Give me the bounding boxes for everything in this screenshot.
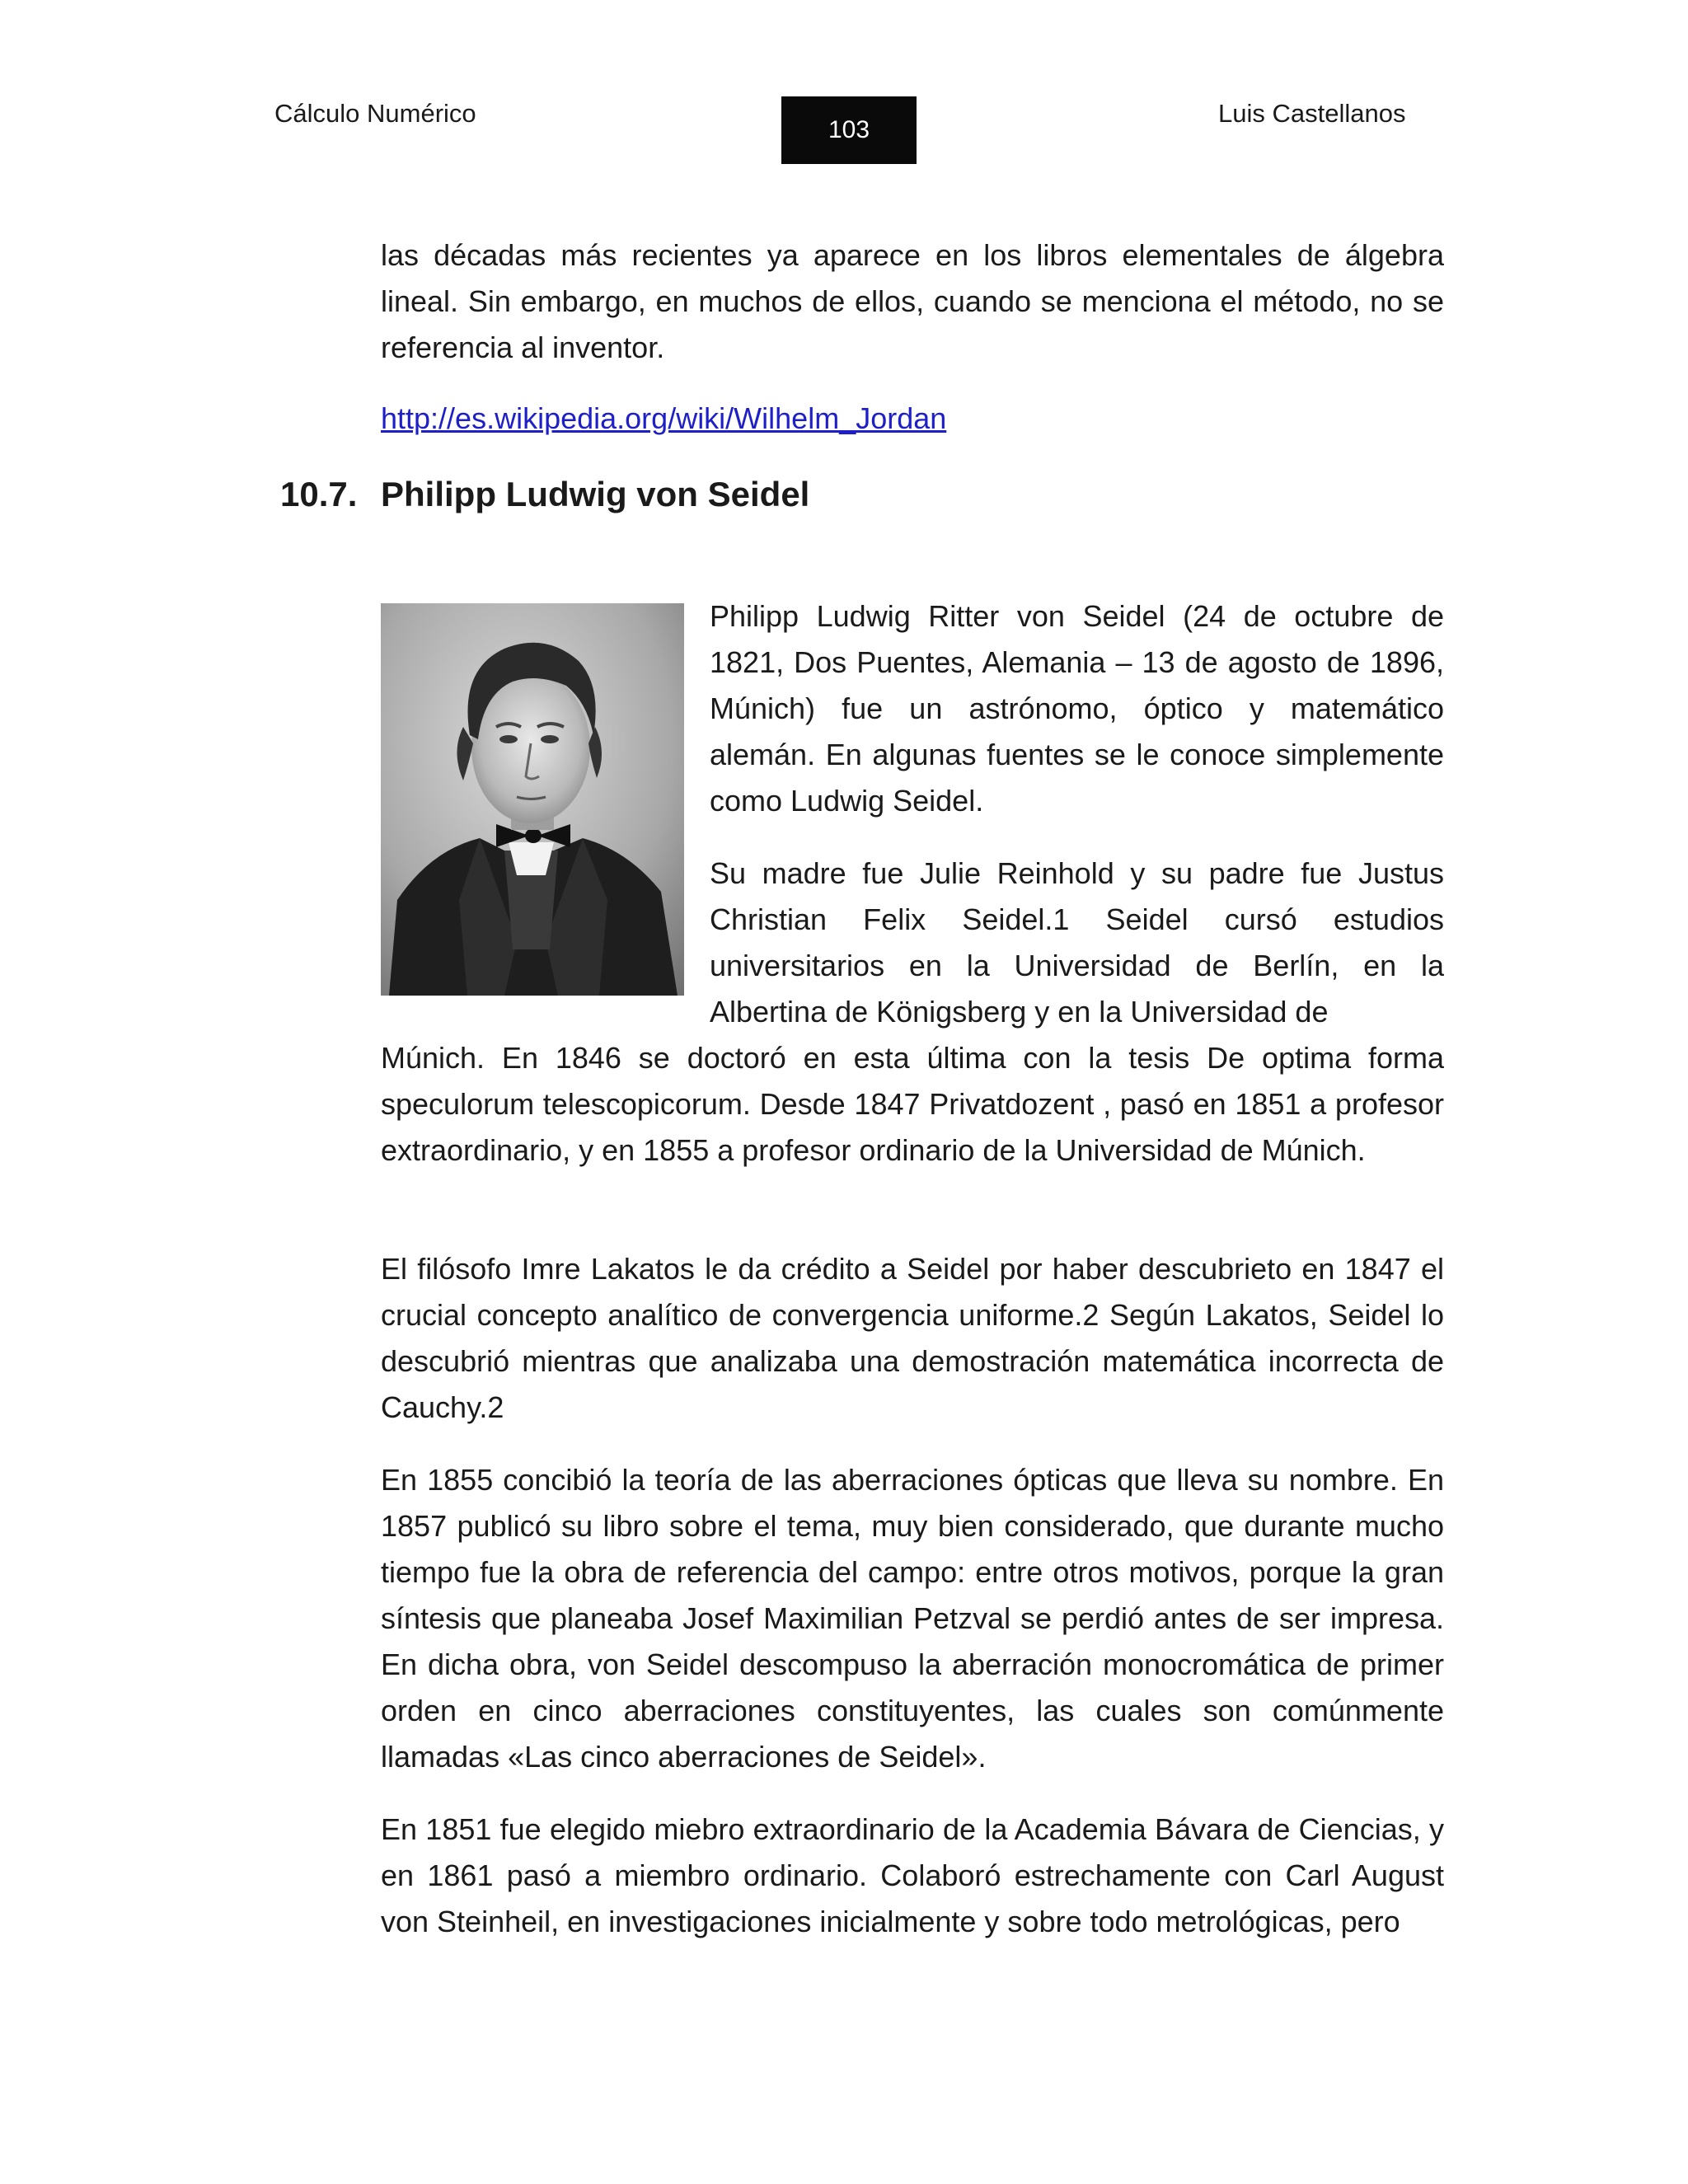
- header-author: Luis Castellanos: [1218, 99, 1406, 128]
- wikipedia-link[interactable]: http://es.wikipedia.org/wiki/Wilhelm_Jordan: [381, 401, 947, 435]
- section-title: Philipp Ludwig von Seidel: [381, 475, 810, 513]
- bio-paragraph-1: Philipp Ludwig Ritter von Seidel (24 de octubre de 1821, Dos Puentes, Alemania – 13 de agosto de 1896, Múnich) fue un astrónomo, óptico y matemático alemán. En algunas fuentes se le conoce simplemente como Ludwig Seidel.: [710, 599, 1444, 818]
- bio-paragraph-3: El filósofo Imre Lakatos le da crédito a Seidel por haber descubrieto en 1847 el crucial concepto analítico de convergencia uniforme.2 Según Lakatos, Seidel lo descubrió mientras que analizaba una demostración matemática incorrecta de Cauchy.2: [381, 1252, 1444, 1424]
- page-number: 103: [828, 116, 870, 143]
- bio-paragraph-5: En 1851 fue elegido miebro extraordinario de la Academia Bávara de Ciencias, y en 1861 pasó a miembro ordinario. Colaboró estrechamente con Carl August von Steinheil, en investigaciones inicialmente y sobre todo metrológicas, pero: [381, 1812, 1444, 1938]
- section-number: 10.7.: [280, 475, 358, 513]
- section-heading: [280, 470, 809, 519]
- intro-paragraph: las décadas más recientes ya aparece en los libros elementales de álgebra lineal. Sin embargo, en muchos de ellos, cuando se menciona el método, no se referencia al inventor.: [381, 238, 1444, 364]
- seidel-portrait-image: [381, 603, 684, 996]
- bio-paragraph-2-wrapped: Su madre fue Julie Reinhold y su padre fue Justus Christian Felix Seidel.1 Seidel cursó estudios universitarios en la Universidad de Berlín, en la Albertina de Königsberg y en la Universidad de: [710, 856, 1444, 1029]
- page-number-badge: [781, 96, 917, 164]
- bio-paragraph-4: En 1855 concibió la teoría de las aberraciones ópticas que lleva su nombre. En 1857 publicó su libro sobre el tema, muy bien considerado, que durante mucho tiempo fue la obra de referencia del campo: entre otros motivos, porque la gran síntesis que planeaba Josef Maximilian Petzval se perdió antes de ser impresa. En dicha obra, von Seidel descompuso la aberración monocromática de primer orden en cinco aberraciones constituyentes, las cuales son comúnmente llamadas «Las cinco aberraciones de Seidel».: [381, 1463, 1444, 1774]
- bio-paragraph-2-continued: Múnich. En 1846 se doctoró en esta última con la tesis De optima forma speculorum telescopicorum. Desde 1847 Privatdozent , pasó en 1851 a profesor extraordinario, y en 1855 a profesor ordinario de la Universidad de Múnich.: [381, 1041, 1444, 1167]
- header-book-title: Cálculo Numérico: [274, 99, 476, 128]
